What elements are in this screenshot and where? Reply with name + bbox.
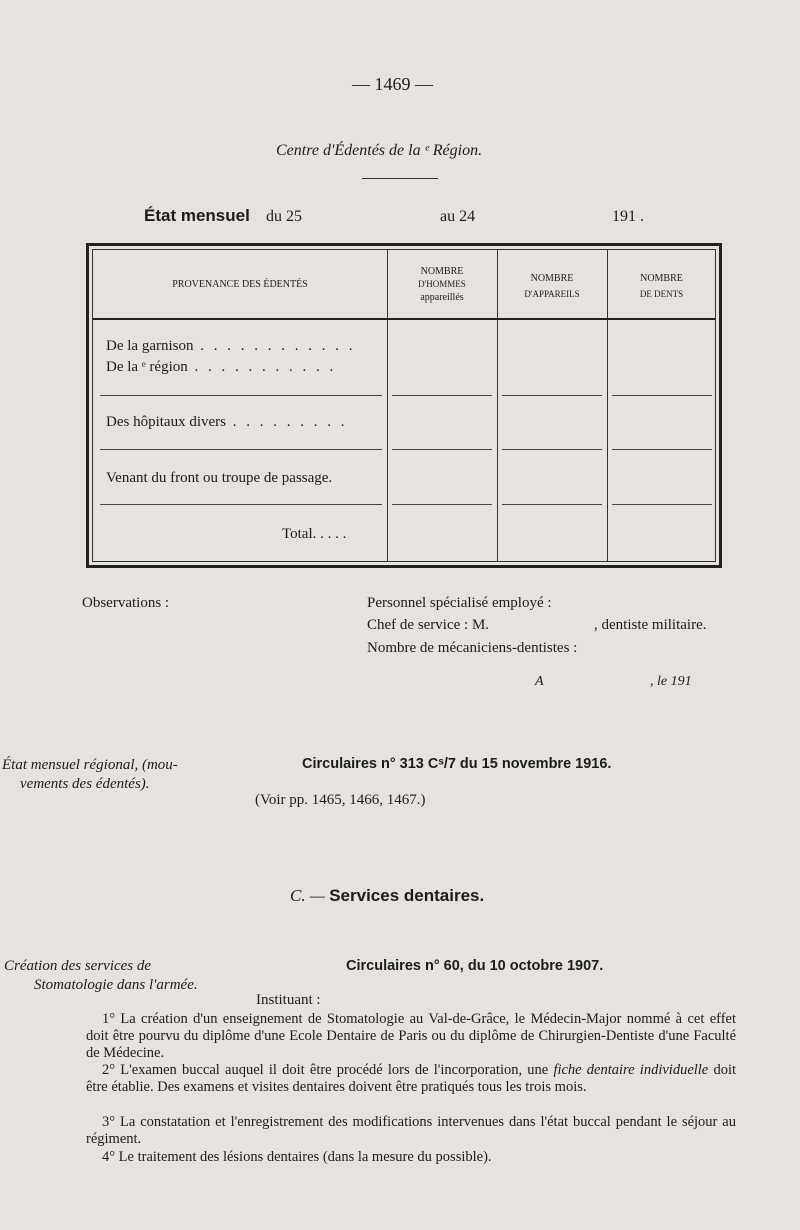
- paragraph-1: 1° La création d'un enseignement de Stomatologie au Val-de-Grâce, le Médecin-Major nommé à cet effet doit être pourvu du diplôme d'une Ecole Dentaire de Paris ou du diplôme de Chirurgien-Dentiste d'une Faculté de Médecine.: [86, 1011, 736, 1061]
- margin-note-stomatologie-1: Création des services de: [4, 958, 152, 974]
- header-hommes: [388, 265, 496, 304]
- row-rule-3b: [392, 504, 492, 505]
- observations-label: Observations :: [82, 595, 170, 611]
- header-hommes-3: appareillés: [420, 292, 464, 303]
- row-total: Total. . . . .: [282, 526, 347, 542]
- signature-date: , le 191: [650, 674, 692, 689]
- personnel-dentiste: , dentiste militaire.: [594, 617, 707, 633]
- row-rule-2b: [392, 449, 492, 450]
- row-rule-2a: [100, 449, 382, 450]
- header-hommes-2: D'HOMMES: [418, 279, 466, 289]
- row-front: Venant du front ou troupe de passage.: [106, 470, 333, 486]
- paragraph-2: [86, 1062, 736, 1096]
- header-appareils-1: NOMBRE: [530, 273, 574, 284]
- personnel-chef: Chef de service : M.: [367, 617, 490, 633]
- row-region-text: De la ᵉ région: [106, 359, 188, 375]
- voir-pages: (Voir pp. 1465, 1466, 1467.): [255, 792, 426, 808]
- row-rule-3a: [100, 504, 382, 505]
- row-rule-1c: [502, 395, 602, 396]
- section-c-heading: [290, 886, 484, 906]
- header-appareils: [498, 272, 606, 301]
- margin-note-stomatologie-2: Stomatologie dans l'armée.: [34, 977, 198, 993]
- row-garnison: De la garnison . . . . . . . . . . . .: [106, 338, 356, 354]
- heading-rule: [362, 178, 438, 179]
- row-garnison-text: De la garnison: [106, 338, 194, 354]
- header-provenance: PROVENANCE DES ÉDENTÉS: [172, 279, 308, 290]
- etat-year: 191 .: [612, 208, 644, 225]
- row-rule-1b: [392, 395, 492, 396]
- paragraph-2-italic: fiche dentaire individuelle: [553, 1062, 709, 1078]
- paragraph-2-a: 2° L'examen buccal auquel il doit être procédé lors de l'incorporation, une: [102, 1062, 549, 1078]
- row-rule-1d: [612, 395, 712, 396]
- row-rule-3c: [502, 504, 602, 505]
- personnel-line1: Personnel spécialisé employé :: [367, 595, 552, 611]
- centre-heading: Centre d'Édentés de la ᵉ Région.: [276, 142, 483, 159]
- header-appareils-2: D'APPAREILS: [524, 289, 580, 299]
- signature-place: A: [535, 674, 544, 689]
- row-region: De la ᵉ région . . . . . . . . . . .: [106, 359, 337, 375]
- section-c-title: Services dentaires.: [329, 886, 485, 905]
- etat-au: au 24: [440, 208, 476, 225]
- row-rule-2d: [612, 449, 712, 450]
- section-c-letter: C. —: [290, 886, 325, 905]
- row-rule-1a: [100, 395, 382, 396]
- row-rule-2c: [502, 449, 602, 450]
- etat-mensuel-label: État mensuel: [144, 206, 250, 225]
- row-hopitaux: Des hôpitaux divers . . . . . . . . .: [106, 414, 348, 430]
- page-number: — 1469 —: [352, 74, 433, 94]
- paragraph-4: 4° Le traitement des lésions dentaires (dans la mesure du possible).: [102, 1149, 492, 1165]
- paragraph-2-b: doit être établie. Des examens et visites dentaires doivent être pratiqués tous les trois mois.: [86, 1062, 737, 1095]
- margin-note-etat-2: vements des édentés).: [20, 776, 150, 792]
- header-dents: [608, 272, 715, 301]
- personnel-mecaniciens: Nombre de mécaniciens-dentistes :: [367, 640, 578, 656]
- circulaire-313: Circulaires n° 313 Cˢ/7 du 15 novembre 1916.: [302, 756, 612, 772]
- header-hommes-1: NOMBRE: [420, 266, 464, 277]
- header-dents-1: NOMBRE: [640, 273, 683, 284]
- circulaire-60: Circulaires n° 60, du 10 octobre 1907.: [346, 958, 604, 974]
- header-dents-2: DE DENTS: [639, 289, 684, 299]
- row-hopitaux-text: Des hôpitaux divers: [106, 414, 226, 430]
- margin-note-etat-1: État mensuel régional, (mou-: [2, 757, 178, 773]
- paragraph-3: 3° La constatation et l'enregistrement des modifications intervenues dans l'état buccal pendant le séjour au régiment.: [86, 1114, 736, 1147]
- instituant-label: Instituant :: [256, 992, 321, 1008]
- etat-du: du 25: [266, 208, 302, 225]
- row-rule-3d: [612, 504, 712, 505]
- header-rule: [93, 318, 715, 320]
